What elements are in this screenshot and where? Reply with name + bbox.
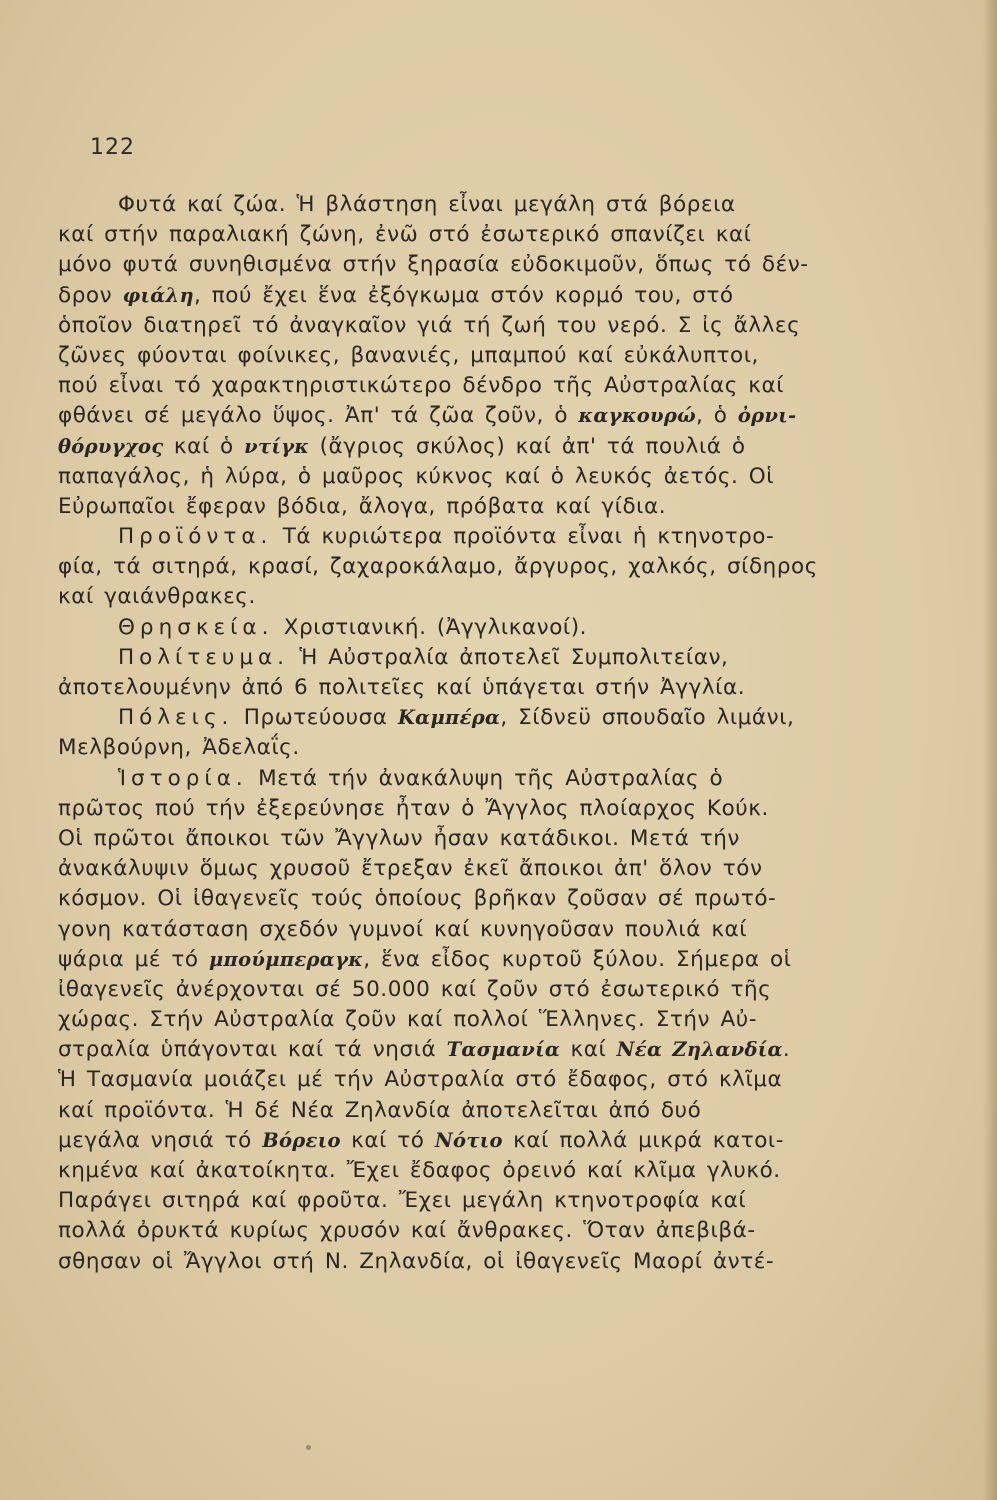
section-heading: Θρησκεία. [118,614,274,640]
text-line: Πολίτευμα. Ἡ Αὐστραλία ἀποτελεῖ Συμπολιτείαν, [118,644,729,670]
text-line: γονη κατάσταση σχεδόν γυμνοί καί κυνηγοῦσαν πουλιά καί [58,916,748,942]
italic-term: ὀρνι- [737,404,797,428]
text-line: Προϊόντα. Τά κυριώτερα προϊόντα εἶναι ἡ κτηνοτρο- [118,524,775,550]
text-line: φία, τά σιτηρά, κρασί, ζαχαροκάλαμο, ἄργυρος, χαλκός, σίδηρος [58,554,818,580]
text-line: φθάνει σέ μεγάλο ὕψος. Ἀπ' τά ζῶα ζοῦν, ὁ καγκουρώ, ὁ ὀρνι- [58,403,797,429]
italic-term: καγκουρώ [578,404,697,428]
section-heading: Προϊόντα. [118,524,273,550]
text-line: παπαγάλος, ἡ λύρα, ὁ μαῦρος κύκνος καί ὁ λευκός ἀετός. Οἱ [58,463,775,489]
text-line: πού εἶναι τό χαρακτηριστικώτερο δένδρο τῆς Αὐστραλίας καί [58,373,785,399]
text-line: δρον φιάλη, πού ἔχει ἕνα ἐξόγκωμα στόν κορμό του, στό [58,282,734,308]
italic-term: Νέα Ζηλανδία [616,1038,783,1062]
text-line: Εὐρωπαῖοι ἔφεραν βόδια, ἄλογα, πρόβατα καί γίδια. [58,493,667,519]
text-line: θόρυγχος καί ὁ ντίγκ (ἄγριος σκύλος) καί ἀπ' τά πουλιά ὁ [58,433,746,459]
text-line: ἀνακάλυψιν ὅμως χρυσοῦ ἔτρεξαν ἐκεῖ ἄποικοι ἀπ' ὅλον τόν [58,856,763,882]
text-line: μεγάλα νησιά τό Βόρειο καί τό Νότιο καί πολλά μικρά κατοι- [58,1127,785,1153]
text-line: κημένα καί ἀκατοίκητα. Ἔχει ἔδαφος ὀρεινό καί κλῖμα γλυκό. [58,1158,781,1183]
text-line: ψάρια μέ τό μπούμπεραγκ, ἕνα εἶδος κυρτοῦ ξύλου. Σήμερα οἱ [58,946,792,972]
text-line: πρῶτος πού τήν ἐξερεύνησε ἦταν ὁ Ἄγγλος πλοίαρχος Κούκ. [58,795,769,821]
italic-term: Βόρειο [262,1128,341,1152]
text-line: στραλία ὑπάγονται καί τά νησιά Τασμανία καί Νέα Ζηλανδία. [58,1037,791,1063]
text-line: Θρησκεία. Χριστιανική. (Ἀγγλικανοί). [118,614,588,640]
ink-spot [306,1445,311,1450]
text-line: Ἱστορία. Μετά τήν ἀνακάλυψη τῆς Αὐστραλίας ὁ [118,765,724,791]
text-line: Οἱ πρῶτοι ἄποικοι τῶν Ἄγγλων ἦσαν κατάδικοι. Μετά τήν [58,825,740,851]
text-line: Ἡ Τασμανία μοιάζει μέ τήν Αὐστραλία στό ἔδαφος, στό κλῖμα [58,1067,783,1093]
text-line: ζῶνες φύονται φοίνικες, βανανιές, μπαμπού καί εὐκάλυπτοι, [58,342,759,368]
italic-term: Τασμανία [446,1038,561,1062]
italic-term: θόρυγχος [58,434,164,458]
text-line: Μελβούρνη, Ἀδελαΐς. [58,735,300,761]
text-line: μόνο φυτά συνηθισμένα στήν ξηρασία εὐδοκιμοῦν, ὅπως τό δέν- [58,252,809,278]
italic-term: μπούμπεραγκ [208,947,364,971]
text-line: καί γαιάνθρακες. [58,584,256,610]
text-line: Φυτά καί ζώα. Ἡ βλάστηση εἶναι μεγάλη στά βόρεια [118,192,736,217]
text-line: κόσμον. Οἱ ἰθαγενεῖς τούς ὁποίους βρῆκαν ζοῦσαν σέ πρωτό- [58,886,777,912]
section-heading: Ἱστορία. [118,765,248,791]
text-line: ἰθαγενεῖς ἀνέρχονται σέ 50.000 καί ζοῦν στό ἐσωτερικό τῆς [58,976,772,1002]
text-line: καί προϊόντα. Ἡ δέ Νέα Ζηλανδία ἀποτελεῖται ἀπό δυό [58,1097,702,1123]
text-line: Παράγει σιτηρά καί φροῦτα. Ἔχει μεγάλη κτηνοτροφία καί [58,1188,747,1214]
italic-term: Καμπέρα [397,706,501,730]
section-heading: Πόλεις. [118,705,234,731]
text-line: Πόλεις. Πρωτεύουσα Καμπέρα, Σίδνεϋ σπουδαῖο λιμάνι, [118,705,795,731]
text-line: πολλά ὀρυκτά κυρίως χρυσόν καί ἄνθρακες. Ὅταν ἀπεβιβά- [58,1218,756,1244]
text-line: ὁποῖον διατηρεῖ τό ἀναγκαῖον γιά τή ζωή του νερό. Σ ἰς ἄλλες [58,312,801,338]
page-edge-shadow [983,0,997,1500]
text-line: ἀποτελουμένην ἀπό 6 πολιτεῖες καί ὑπάγεται στήν Ἀγγλία. [58,675,746,700]
text-line: χώρας. Στήν Αὐστραλία ζοῦν καί πολλοί Ἕλληνες. Στήν Αὐ- [58,1007,758,1033]
italic-term: ντίγκ [244,434,310,458]
text-line: καί στήν παραλιακή ζώνη, ἐνῶ στό ἐσωτερικό σπανίζει καί [58,222,752,248]
body-text [58,190,863,1277]
text-line: σθησαν οἱ Ἄγγλοι στή Ν. Ζηλανδία, οἱ ἰθαγενεῖς Μαορί ἀντέ- [58,1248,775,1274]
section-heading: Πολίτευμα. [118,644,290,670]
italic-term: φιάλη [122,283,194,307]
italic-term: Νότιο [434,1128,503,1152]
page-number: 122 [90,135,135,160]
